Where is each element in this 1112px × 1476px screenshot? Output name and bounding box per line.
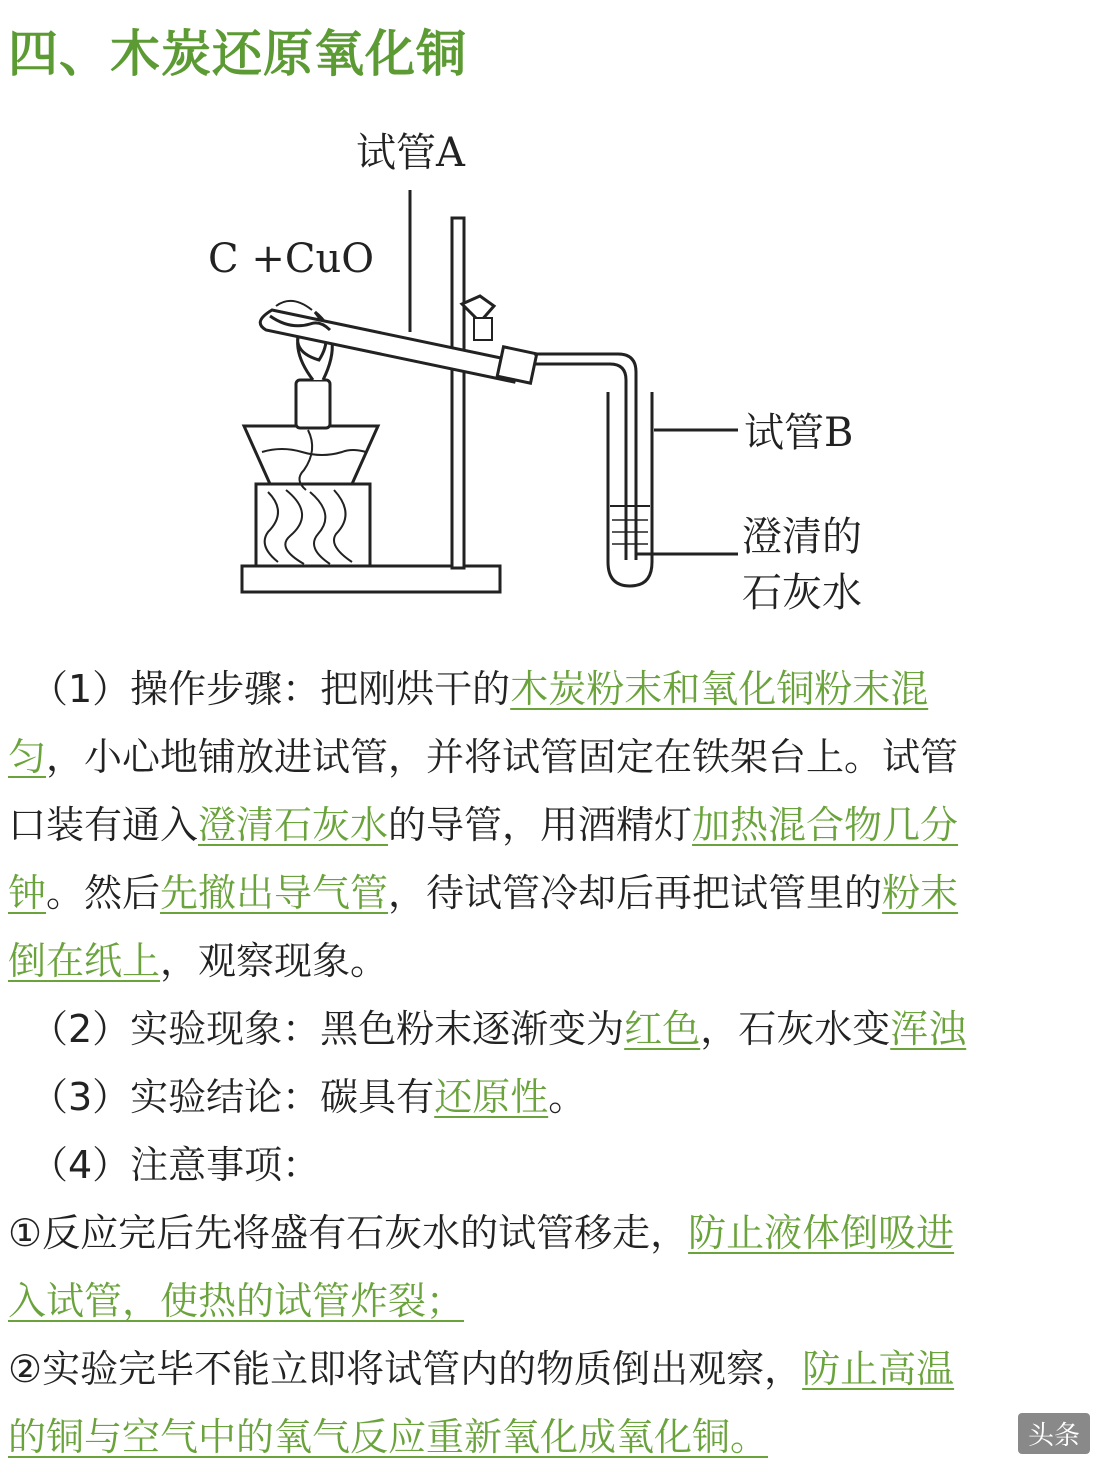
label-tube-a: 试管A [356,130,465,176]
clamp [462,296,494,340]
label-limewater-1: 澄清的 [742,514,862,560]
step-1-line: （1）操作步骤：把刚烘干的木炭粉末和氧化铜粉末混 [30,667,929,711]
notes-heading: （4）注意事项： [30,1143,321,1187]
key-phrase: 防止液体倒吸进 [688,1211,955,1255]
key-phrase: 防止高温 [802,1347,955,1391]
key-phrase: 红色 [624,1007,701,1051]
test-tube-a [260,301,537,383]
phenomenon-line: （2）实验现象：黑色粉末逐渐变为红色，石灰水变浑浊 [30,1007,967,1051]
apparatus-svg [0,100,1112,640]
key-phrase: 的铜与空气中的氧气反应重新氧化成氧化铜。 [8,1415,769,1459]
label-tube-b: 试管B [744,410,854,456]
step-1-line: 口装有通入澄清石灰水的导管，用酒精灯加热混合物几分 [8,803,959,847]
key-phrase: 浑浊 [890,1007,967,1051]
wood-block [256,484,370,566]
key-phrase: 匀 [8,735,47,779]
key-phrase: 钟 [8,871,47,915]
note-1-line: ①反应完后先将盛有石灰水的试管移走，防止液体倒吸进 [8,1211,955,1255]
apparatus-diagram [0,100,1112,640]
stand-rod [452,218,464,568]
note-2-line: ②实验完毕不能立即将试管内的物质倒出观察，防止高温 [8,1347,955,1391]
key-phrase: 澄清石灰水 [198,803,389,847]
watermark: 头条 [1018,1413,1090,1454]
key-phrase: 倒在纸上 [8,939,161,983]
label-reactants: C +CuO [208,236,374,282]
test-tube-b [608,392,652,586]
key-phrase: 木炭粉末和氧化铜粉末混 [510,667,929,711]
stand-base [242,566,500,592]
key-phrase: 还原性 [434,1075,549,1119]
key-phrase: 加热混合物几分 [692,803,959,847]
key-phrase: 粉末 [882,871,959,915]
key-phrase: 入试管，使热的试管炸裂； [8,1279,465,1323]
experiment-notes [8,655,1104,1471]
page-title: 四、木炭还原氧化铜 [8,25,467,83]
key-phrase: 先撤出导气管 [160,871,389,915]
step-1-line: 匀，小心地铺放进试管，并将试管固定在铁架台上。试管 [8,735,959,779]
label-limewater-2: 石灰水 [742,570,862,616]
step-1-line: 钟。然后先撤出导气管，待试管冷却后再把试管里的粉末 [8,871,959,915]
note-1-line [8,1267,1104,1335]
step-1-line: 倒在纸上，观察现象。 [8,939,389,983]
conclusion-line: （3）实验结论：碳具有还原性。 [30,1075,587,1119]
note-2-line [8,1403,1104,1471]
